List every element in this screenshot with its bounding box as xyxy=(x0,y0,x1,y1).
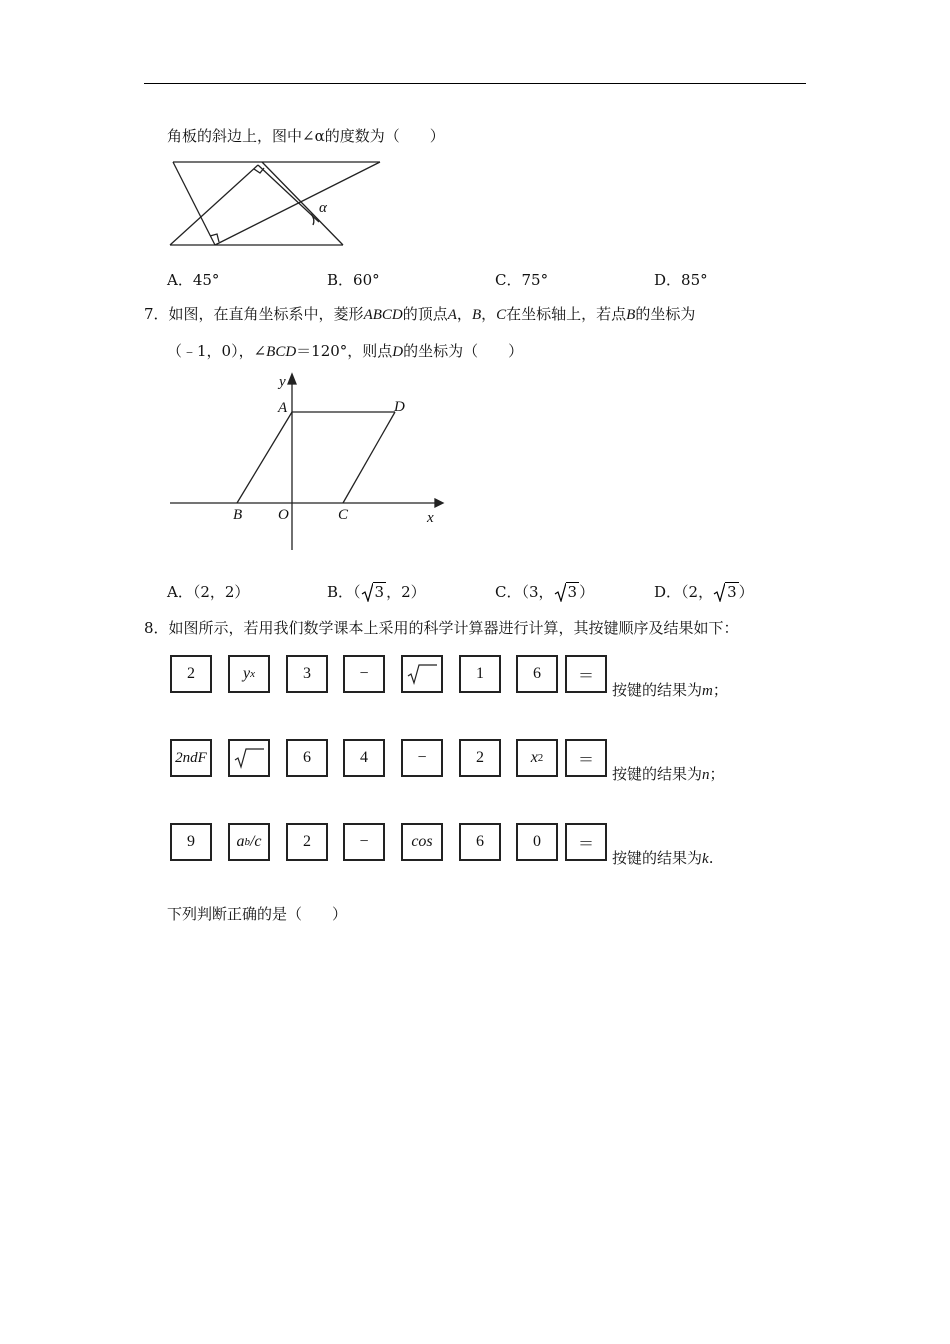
rhombus-side-ab xyxy=(237,412,292,503)
label-o: O xyxy=(278,507,289,523)
calc-key-4[interactable]: 4 xyxy=(343,739,385,777)
calc-key-equals[interactable]: ＝ xyxy=(565,655,607,693)
q6-hypotenuse-line xyxy=(215,162,380,245)
calc-key-6[interactable]: 6 xyxy=(286,739,328,777)
calc-key-cos[interactable]: cos xyxy=(401,823,443,861)
calc-key-2[interactable]: 2 xyxy=(459,739,501,777)
q7-option-c[interactable]: C．（3， 3 ） xyxy=(495,583,595,601)
q7-stem-line2: （﹣1，0），∠BCD＝120°，则点D的坐标为（ ） xyxy=(167,342,524,360)
label-x: x xyxy=(427,510,434,526)
calc-key-minus[interactable]: − xyxy=(343,655,385,693)
calc-key-2ndf[interactable]: 2ndF xyxy=(170,739,212,777)
q6-alpha-label: α xyxy=(319,200,327,216)
q6-option-a[interactable]: A．45° xyxy=(167,271,220,289)
q7-option-a[interactable]: A．（2，2） xyxy=(167,583,250,601)
calc-key-power[interactable]: y x xyxy=(228,655,270,693)
calc-key-3[interactable]: 3 xyxy=(286,655,328,693)
row2-result: 按键的结果为n； xyxy=(612,765,725,783)
sqrt-symbol: 3 xyxy=(713,582,739,602)
q8-stem: 8．如图所示，若用我们数学课本上采用的科学计算器进行计算，其按键顺序及结果如下： xyxy=(144,619,739,637)
label-y: y xyxy=(279,374,286,390)
calc-key-equals[interactable]: ＝ xyxy=(565,823,607,861)
calc-key-sqrt[interactable] xyxy=(401,655,443,693)
calc-key-fraction[interactable]: a b /c xyxy=(228,823,270,861)
q6-triangle-left xyxy=(170,165,258,245)
sqrt-symbol: 3 xyxy=(361,582,387,602)
calc-key-2[interactable]: 2 xyxy=(286,823,328,861)
row1-result: 按键的结果为m； xyxy=(612,681,728,699)
q8-question: 下列判断正确的是（ ） xyxy=(167,905,348,923)
q6-triangle-right xyxy=(258,165,319,222)
calc-key-minus[interactable]: − xyxy=(343,823,385,861)
q7-option-d[interactable]: D．（2， 3 ） xyxy=(654,583,754,601)
calc-key-2[interactable]: 2 xyxy=(170,655,212,693)
label-d: D xyxy=(394,399,405,415)
q6-option-d[interactable]: D．85° xyxy=(654,271,708,289)
sqrt-icon xyxy=(405,662,439,686)
q6-option-b[interactable]: B．60° xyxy=(327,271,380,289)
q6-left-edge xyxy=(173,162,215,245)
q7-figure xyxy=(165,370,450,555)
sqrt-symbol: 3 xyxy=(554,582,580,602)
calc-key-6[interactable]: 6 xyxy=(459,823,501,861)
q7-option-b[interactable]: B．（ 3 ，2） xyxy=(327,583,426,601)
y-axis-arrow xyxy=(288,374,296,384)
q6-right-edge xyxy=(262,162,343,245)
q6-option-c[interactable]: C．75° xyxy=(495,271,549,289)
row3-result: 按键的结果为k. xyxy=(612,849,714,867)
calc-key-1[interactable]: 1 xyxy=(459,655,501,693)
label-a: A xyxy=(278,400,288,416)
label-c: C xyxy=(338,507,349,523)
sqrt-icon xyxy=(232,746,266,770)
calc-key-square[interactable]: x 2 xyxy=(516,739,558,777)
calc-key-6[interactable]: 6 xyxy=(516,655,558,693)
calc-key-sqrt[interactable] xyxy=(228,739,270,777)
calc-key-minus[interactable]: − xyxy=(401,739,443,777)
calc-key-equals[interactable]: ＝ xyxy=(565,739,607,777)
header-rule xyxy=(144,83,806,84)
calc-key-9[interactable]: 9 xyxy=(170,823,212,861)
q7-stem-line1: 7．如图，在直角坐标系中，菱形ABCD的顶点A，B，C在坐标轴上，若点B的坐标为 xyxy=(144,305,696,323)
label-b: B xyxy=(233,507,243,523)
rhombus-side-cd xyxy=(343,412,395,503)
q6-figure xyxy=(165,155,390,250)
x-axis-arrow xyxy=(435,499,443,507)
q6-stem-tail: 角板的斜边上，图中∠α的度数为（ ） xyxy=(167,127,445,145)
calc-key-0[interactable]: 0 xyxy=(516,823,558,861)
